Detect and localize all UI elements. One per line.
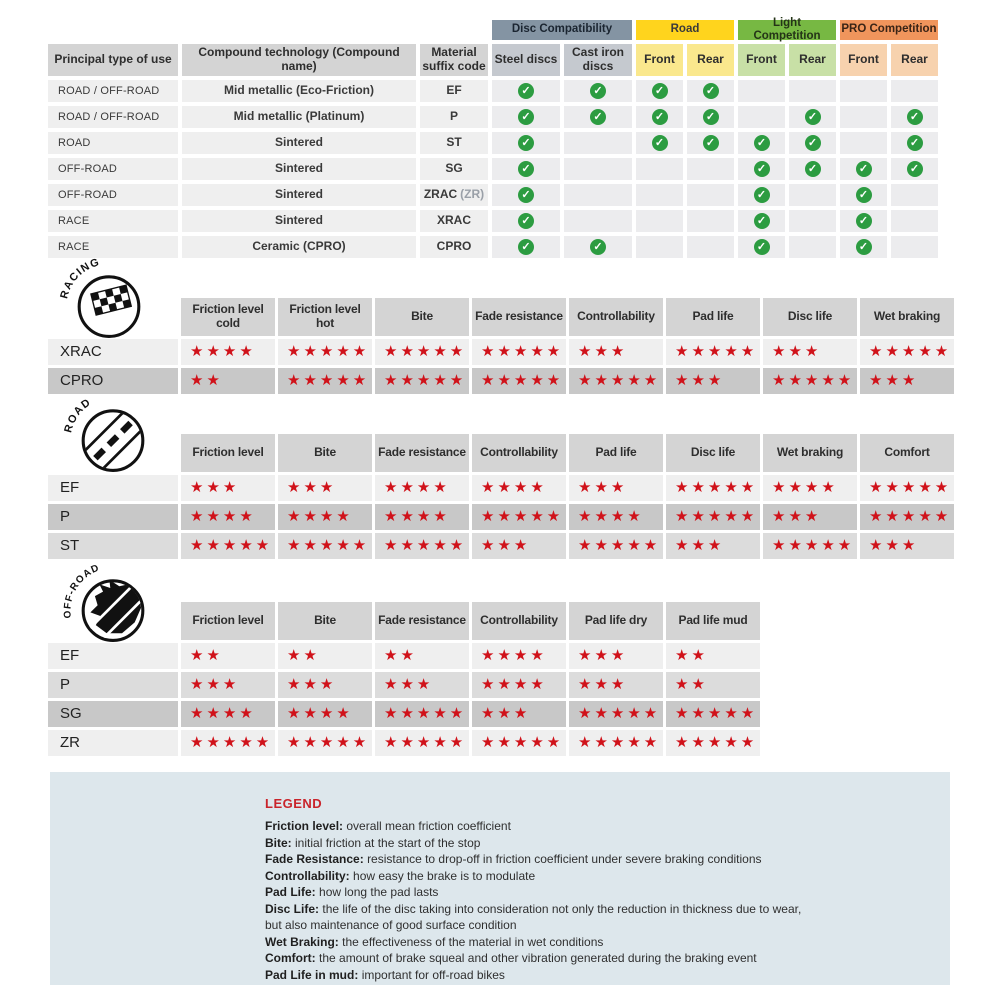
compound-technology-cell: Sintered (182, 184, 416, 206)
material-code: P (449, 109, 458, 124)
material-code: ST (446, 135, 462, 150)
star-rating: ★★★★★ (278, 368, 372, 394)
compatibility-check-cell (492, 158, 560, 180)
compatibility-empty-cell (636, 210, 683, 232)
compatibility-check-cell (840, 158, 887, 180)
rating-column-header: Disc life (763, 298, 857, 336)
offroad-rating-table (48, 602, 760, 756)
group-header: Light Competition (738, 20, 836, 40)
star-rating: ★★★★★ (666, 475, 760, 501)
compatibility-check-cell (738, 184, 785, 206)
star-rating: ★★★★★ (763, 368, 857, 394)
compatibility-check-cell (687, 132, 734, 154)
star-rating: ★★★★★ (181, 730, 275, 756)
legend-term: Comfort: (265, 951, 316, 965)
star-rating: ★★★ (763, 504, 857, 530)
check-icon: ✓ (590, 239, 606, 255)
star-rating: ★★★★★ (181, 533, 275, 559)
compatibility-check-cell (636, 80, 683, 102)
check-icon: ✓ (805, 135, 821, 151)
legend-term: Pad Life: (265, 885, 316, 899)
compatibility-empty-cell (564, 210, 632, 232)
material-code-cell (420, 236, 488, 258)
legend-desc: the effectiveness of the material in wet conditions (342, 934, 604, 949)
compatibility-empty-cell (564, 184, 632, 206)
legend-desc: but also maintenance of good surface condition (265, 918, 517, 932)
material-code: SG (445, 161, 463, 176)
compatibility-empty-cell (891, 184, 938, 206)
compatibility-empty-cell (789, 236, 836, 258)
legend-desc: how easy the brake is to modulate (353, 868, 536, 883)
compound-row-label: EF (48, 475, 178, 501)
compatibility-check-cell (840, 184, 887, 206)
legend-items (265, 818, 910, 983)
star-rating: ★★★ (763, 339, 857, 365)
compound-row-label: ZR (48, 730, 178, 756)
legend-title: LEGEND (265, 796, 323, 811)
compatibility-empty-cell (891, 236, 938, 258)
group-header: Road (636, 20, 734, 40)
rating-column-header: Fade resistance (375, 602, 469, 640)
check-icon: ✓ (754, 239, 770, 255)
star-rating: ★★★★ (472, 475, 566, 501)
star-rating: ★★★★ (375, 475, 469, 501)
star-rating: ★★★★ (375, 504, 469, 530)
star-rating: ★★★ (375, 672, 469, 698)
star-rating: ★★ (181, 368, 275, 394)
check-icon: ✓ (856, 187, 872, 203)
material-code-cell (420, 106, 488, 128)
star-rating: ★★★★★ (472, 368, 566, 394)
rating-column-header: Controllability (472, 434, 566, 472)
check-icon: ✓ (518, 161, 534, 177)
compatibility-empty-cell (636, 236, 683, 258)
legend-term: Bite: (265, 835, 292, 850)
compatibility-check-cell (738, 132, 785, 154)
star-rating: ★★★ (666, 368, 760, 394)
check-icon: ✓ (703, 135, 719, 151)
check-icon: ✓ (518, 239, 534, 255)
star-rating: ★★★ (278, 672, 372, 698)
compound-row-label: EF (48, 643, 178, 669)
compound-technology-cell: Mid metallic (Platinum) (182, 106, 416, 128)
star-rating: ★★★★ (278, 504, 372, 530)
compatibility-check-cell (891, 106, 938, 128)
legend-item (265, 818, 910, 835)
rating-column-header: Pad life (666, 298, 760, 336)
principal-use-cell: OFF-ROAD (48, 158, 178, 180)
legend-desc: important for off-road bikes (361, 967, 505, 982)
compound-row-label: ST (48, 533, 178, 559)
legend-term: Friction level: (265, 819, 344, 833)
star-rating: ★★★★★ (278, 730, 372, 756)
compatibility-check-cell (840, 210, 887, 232)
material-code-cell (420, 80, 488, 102)
check-icon: ✓ (652, 135, 668, 151)
star-rating: ★★★★★ (860, 339, 954, 365)
material-code: XRAC (436, 213, 471, 228)
column-header: Principal type of use (48, 44, 178, 76)
compound-row-label: SG (48, 701, 178, 727)
star-rating: ★★★★ (569, 504, 663, 530)
sub-column-header: Front (636, 44, 683, 76)
star-rating: ★★★★ (181, 504, 275, 530)
compatibility-empty-cell (687, 158, 734, 180)
rating-column-header: Friction level (181, 602, 275, 640)
compatibility-check-cell (492, 184, 560, 206)
star-rating: ★★★★★ (472, 504, 566, 530)
star-rating: ★★★★★ (860, 475, 954, 501)
compatibility-check-cell (789, 158, 836, 180)
compatibility-empty-cell (564, 132, 632, 154)
star-rating: ★★★★★ (666, 701, 760, 727)
star-rating: ★★★★★ (569, 730, 663, 756)
compatibility-check-cell (564, 106, 632, 128)
star-rating: ★★★★ (763, 475, 857, 501)
star-rating: ★★★★★ (278, 533, 372, 559)
star-rating: ★★★ (860, 533, 954, 559)
compatibility-check-cell (789, 132, 836, 154)
compatibility-check-cell (891, 158, 938, 180)
check-icon: ✓ (754, 135, 770, 151)
compatibility-empty-cell (840, 80, 887, 102)
star-rating: ★★ (181, 643, 275, 669)
rating-column-header: Controllability (569, 298, 663, 336)
rating-column-header: Friction level hot (278, 298, 372, 336)
star-rating: ★★★★★ (569, 533, 663, 559)
check-icon: ✓ (754, 213, 770, 229)
check-icon: ✓ (805, 161, 821, 177)
star-rating: ★★★★★ (278, 339, 372, 365)
check-icon: ✓ (703, 83, 719, 99)
star-rating: ★★★★ (278, 701, 372, 727)
compatibility-check-cell (738, 236, 785, 258)
compatibility-empty-cell (738, 80, 785, 102)
racing-rating-table (48, 298, 954, 394)
group-header: PRO Competition (840, 20, 938, 40)
offroad-section-label: OFF-ROAD (62, 562, 102, 619)
star-rating: ★★★ (569, 643, 663, 669)
compatibility-check-cell (738, 158, 785, 180)
compatibility-table (48, 16, 938, 258)
compound-technology-cell: Mid metallic (Eco-Friction) (182, 80, 416, 102)
check-icon: ✓ (518, 213, 534, 229)
rating-column-header: Bite (278, 434, 372, 472)
compatibility-empty-cell (840, 106, 887, 128)
star-rating: ★★ (278, 643, 372, 669)
legend-item (265, 950, 910, 967)
check-icon: ✓ (652, 83, 668, 99)
legend-item (265, 835, 910, 852)
star-rating: ★★★★★ (763, 533, 857, 559)
legend-term: Disc Life: (265, 901, 320, 916)
compatibility-empty-cell (789, 80, 836, 102)
compatibility-check-cell (564, 236, 632, 258)
legend-desc: how long the pad lasts (319, 885, 439, 899)
compound-technology-cell: Sintered (182, 210, 416, 232)
star-rating: ★★★ (569, 475, 663, 501)
check-icon: ✓ (754, 187, 770, 203)
star-rating: ★★★★ (181, 339, 275, 365)
principal-use-cell: OFF-ROAD (48, 184, 178, 206)
material-code-cell (420, 132, 488, 154)
star-rating: ★★★ (666, 533, 760, 559)
compatibility-check-cell (492, 106, 560, 128)
sub-column-header: Steel discs (492, 44, 560, 76)
rating-column-header: Disc life (666, 434, 760, 472)
check-icon: ✓ (703, 109, 719, 125)
compatibility-check-cell (492, 236, 560, 258)
compatibility-empty-cell (789, 184, 836, 206)
check-icon: ✓ (856, 161, 872, 177)
legend-desc: initial friction at the start of the stop (295, 835, 481, 850)
legend-item (265, 917, 910, 934)
star-rating: ★★★★ (181, 701, 275, 727)
star-rating: ★★★★★ (472, 730, 566, 756)
star-rating: ★★ (666, 672, 760, 698)
racing-section-label: RACING (58, 256, 102, 301)
star-rating: ★★★ (569, 339, 663, 365)
principal-use-cell: ROAD (48, 132, 178, 154)
compound-row-label: P (48, 672, 178, 698)
rating-column-header: Friction level (181, 434, 275, 472)
star-rating: ★★★★★ (375, 701, 469, 727)
compatibility-empty-cell (789, 210, 836, 232)
compatibility-check-cell (636, 132, 683, 154)
legend-term: Controllability: (265, 868, 350, 883)
star-rating: ★★★★★ (569, 368, 663, 394)
compound-technology-cell: Sintered (182, 132, 416, 154)
star-rating: ★★★★★ (666, 339, 760, 365)
rating-column-header: Bite (375, 298, 469, 336)
road-section-label: ROAD (62, 396, 94, 435)
group-header: Disc Compatibility (492, 20, 632, 40)
rating-column-header: Fade resistance (375, 434, 469, 472)
principal-use-cell: ROAD / OFF-ROAD (48, 106, 178, 128)
material-code: CPRO (436, 239, 472, 254)
compound-row-label: P (48, 504, 178, 530)
compatibility-empty-cell (636, 184, 683, 206)
legend-item (265, 934, 910, 951)
legend-desc: resistance to drop-off in friction coefficient under severe braking conditions (367, 852, 762, 866)
principal-use-cell: RACE (48, 236, 178, 258)
star-rating: ★★★★★ (375, 339, 469, 365)
material-code: ZRAC (423, 187, 458, 202)
check-icon: ✓ (856, 213, 872, 229)
compound-row-label: CPRO (48, 368, 178, 394)
material-code: EF (446, 83, 462, 98)
star-rating: ★★★ (472, 533, 566, 559)
rating-column-header: Friction level cold (181, 298, 275, 336)
star-rating: ★★★★ (472, 672, 566, 698)
check-icon: ✓ (652, 109, 668, 125)
star-rating: ★★★★★ (666, 730, 760, 756)
star-rating: ★★★ (181, 672, 275, 698)
principal-use-cell: ROAD / OFF-ROAD (48, 80, 178, 102)
sub-column-header: Rear (687, 44, 734, 76)
material-code-cell (420, 184, 488, 206)
compatibility-empty-cell (687, 184, 734, 206)
compatibility-empty-cell (636, 158, 683, 180)
check-icon: ✓ (518, 83, 534, 99)
legend-desc: overall mean friction coefficient (346, 819, 511, 833)
star-rating: ★★★★★ (375, 368, 469, 394)
legend-desc: the life of the disc taking into consideration not only the reduction in thickness due to wear, (322, 901, 802, 916)
sub-column-header: Front (840, 44, 887, 76)
legend-term: Wet Braking: (265, 934, 339, 949)
rating-column-header: Comfort (860, 434, 954, 472)
star-rating: ★★★★★ (472, 339, 566, 365)
compatibility-check-cell (789, 106, 836, 128)
rating-column-header: Pad life (569, 434, 663, 472)
compatibility-empty-cell (687, 210, 734, 232)
compound-row-label: XRAC (48, 339, 178, 365)
rating-column-header: Bite (278, 602, 372, 640)
rating-column-header: Wet braking (763, 434, 857, 472)
star-rating: ★★★★★ (666, 504, 760, 530)
material-code-note: (ZR) (460, 187, 485, 202)
legend-panel (50, 772, 950, 985)
legend-item (265, 884, 910, 901)
check-icon: ✓ (518, 187, 534, 203)
sub-column-header: Rear (789, 44, 836, 76)
legend-item (265, 851, 910, 868)
compatibility-check-cell (492, 80, 560, 102)
principal-use-cell: RACE (48, 210, 178, 232)
rating-column-header: Fade resistance (472, 298, 566, 336)
legend-item (265, 901, 910, 918)
star-rating: ★★★★★ (375, 533, 469, 559)
check-icon: ✓ (856, 239, 872, 255)
compatibility-check-cell (687, 106, 734, 128)
compatibility-empty-cell (891, 80, 938, 102)
star-rating: ★★★★★ (569, 701, 663, 727)
compound-technology-cell: Sintered (182, 158, 416, 180)
check-icon: ✓ (518, 109, 534, 125)
legend-term: Fade Resistance: (265, 852, 364, 866)
star-rating: ★★★ (278, 475, 372, 501)
sub-column-header: Rear (891, 44, 938, 76)
compatibility-check-cell (564, 80, 632, 102)
star-rating: ★★★ (569, 672, 663, 698)
star-rating: ★★★ (472, 701, 566, 727)
check-icon: ✓ (518, 135, 534, 151)
star-rating: ★★ (666, 643, 760, 669)
star-rating: ★★★★★ (860, 504, 954, 530)
rating-column-header: Pad life mud (666, 602, 760, 640)
legend-desc: the amount of brake squeal and other vibration generated during the braking event (319, 951, 757, 965)
compatibility-empty-cell (738, 106, 785, 128)
sub-column-header: Front (738, 44, 785, 76)
star-rating: ★★★ (860, 368, 954, 394)
compatibility-check-cell (636, 106, 683, 128)
legend-term: Pad Life in mud: (265, 967, 359, 982)
rating-column-header: Controllability (472, 602, 566, 640)
road-rating-table (48, 434, 954, 559)
compatibility-check-cell (840, 236, 887, 258)
material-code-cell (420, 158, 488, 180)
star-rating: ★★★★★ (375, 730, 469, 756)
check-icon: ✓ (754, 161, 770, 177)
column-header: Compound technology (Compound name) (182, 44, 416, 76)
compatibility-empty-cell (564, 158, 632, 180)
compatibility-empty-cell (891, 210, 938, 232)
star-rating: ★★ (375, 643, 469, 669)
check-icon: ✓ (590, 109, 606, 125)
compatibility-check-cell (492, 210, 560, 232)
rating-column-header: Wet braking (860, 298, 954, 336)
check-icon: ✓ (907, 161, 923, 177)
star-rating: ★★★★ (472, 643, 566, 669)
star-rating: ★★★ (181, 475, 275, 501)
material-code-cell (420, 210, 488, 232)
compatibility-empty-cell (687, 236, 734, 258)
compound-technology-cell: Ceramic (CPRO) (182, 236, 416, 258)
sub-column-header: Cast iron discs (564, 44, 632, 76)
check-icon: ✓ (805, 109, 821, 125)
column-header: Material suffix code (420, 44, 488, 76)
legend-item (265, 868, 910, 885)
check-icon: ✓ (907, 135, 923, 151)
check-icon: ✓ (907, 109, 923, 125)
compatibility-check-cell (738, 210, 785, 232)
rating-column-header: Pad life dry (569, 602, 663, 640)
legend-item (265, 967, 910, 984)
compatibility-empty-cell (840, 132, 887, 154)
compatibility-check-cell (891, 132, 938, 154)
compatibility-check-cell (492, 132, 560, 154)
compatibility-check-cell (687, 80, 734, 102)
check-icon: ✓ (590, 83, 606, 99)
